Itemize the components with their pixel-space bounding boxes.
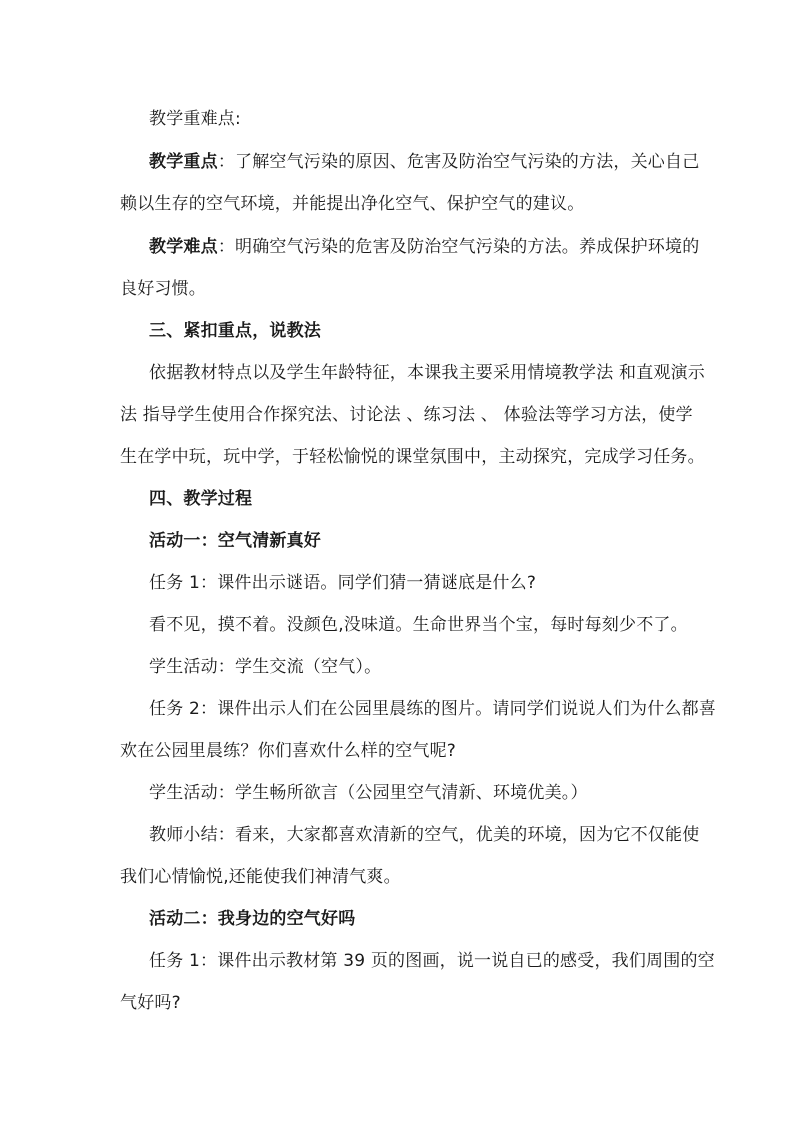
- paragraph-text: 气好吗?: [120, 993, 181, 1013]
- paragraph-continuation: [120, 404, 693, 426]
- paragraph-text: 欢在公园里晨练？你们喜欢什么样的空气呢?: [120, 741, 457, 761]
- paragraph-text: ：了解空气污染的原因、危害及防治空气污染的方法，关心自己: [217, 152, 700, 172]
- paragraph-task-1: [149, 572, 536, 594]
- paragraph-methods: [149, 362, 705, 384]
- paragraph-text: 看不见，摸不着。没颜色,没味道。生命世界当个宝，每时每刻少不了。: [149, 615, 688, 635]
- paragraph-difficult-points: [149, 236, 699, 258]
- paragraph-student-activity: [149, 782, 588, 804]
- paragraph-text: 法 指导学生使用合作探究法、讨论法 、练习法 、 体验法等学习方法，使学: [120, 405, 693, 425]
- section-heading-3: 三、紧扣重点，说教法: [149, 321, 321, 341]
- difficult-points-label: 教学难点: [149, 237, 218, 257]
- paragraph-continuation: [120, 992, 181, 1014]
- paragraph-continuation: [120, 193, 584, 215]
- paragraph-continuation: [120, 446, 705, 468]
- paragraph-teacher-summary: [149, 824, 699, 846]
- paragraph-student-activity: [149, 656, 381, 678]
- paragraph-text: 任务 1：课件出示教材第 39 页的图画，说一说自已的感受，我们周围的空: [149, 951, 715, 971]
- paragraph-text: 学生活动：学生交流（空气）。: [149, 657, 382, 677]
- paragraph-text: 赖以生存的空气环境，并能提出净化空气、保护空气的建议。: [120, 194, 585, 214]
- activity-heading-2: 活动二：我身边的空气好吗: [149, 909, 356, 929]
- section-heading-4: 四、教学过程: [149, 489, 253, 509]
- paragraph-task-1b: [149, 950, 715, 972]
- activity-heading-1: 活动一：空气清新真好: [149, 531, 321, 551]
- paragraph-text: 教学重难点:: [149, 109, 241, 129]
- paragraph-riddle: [149, 614, 688, 636]
- paragraph-key-points: [149, 151, 699, 173]
- paragraph-text: 依据教材特点以及学生年龄特征，本课我主要采用情境教学法 和直观演示: [149, 363, 706, 383]
- paragraph-text: 任务 1：课件出示谜语。同学们猜一猜谜底是什么?: [149, 573, 537, 593]
- paragraph-task-2: [149, 698, 716, 720]
- paragraph-heading-key-difficult: [149, 108, 241, 130]
- paragraph-text: 任务 2：课件出示人们在公园里晨练的图片。请同学们说说人们为什么都喜: [149, 699, 717, 719]
- paragraph-text: 良好习惯。: [120, 279, 206, 299]
- paragraph-continuation: [120, 866, 401, 888]
- paragraph-continuation: [120, 740, 456, 762]
- key-points-label: 教学重点: [149, 152, 218, 172]
- paragraph-text: 我们心情愉悦,还能使我们神清气爽。: [120, 867, 401, 887]
- paragraph-text: 教师小结：看来，大家都喜欢清新的空气，优美的环境，因为它不仅能使: [149, 825, 700, 845]
- paragraph-text: 学生活动：学生畅所欲言（公园里空气清新、环境优美。）: [149, 783, 588, 803]
- paragraph-continuation: [120, 278, 206, 300]
- paragraph-text: 生在学中玩，玩中学，于轻松愉悦的课堂氛围中，主动探究，完成学习任务。: [120, 447, 705, 467]
- paragraph-text: ：明确空气污染的危害及防治空气污染的方法。养成保护环境的: [217, 237, 700, 257]
